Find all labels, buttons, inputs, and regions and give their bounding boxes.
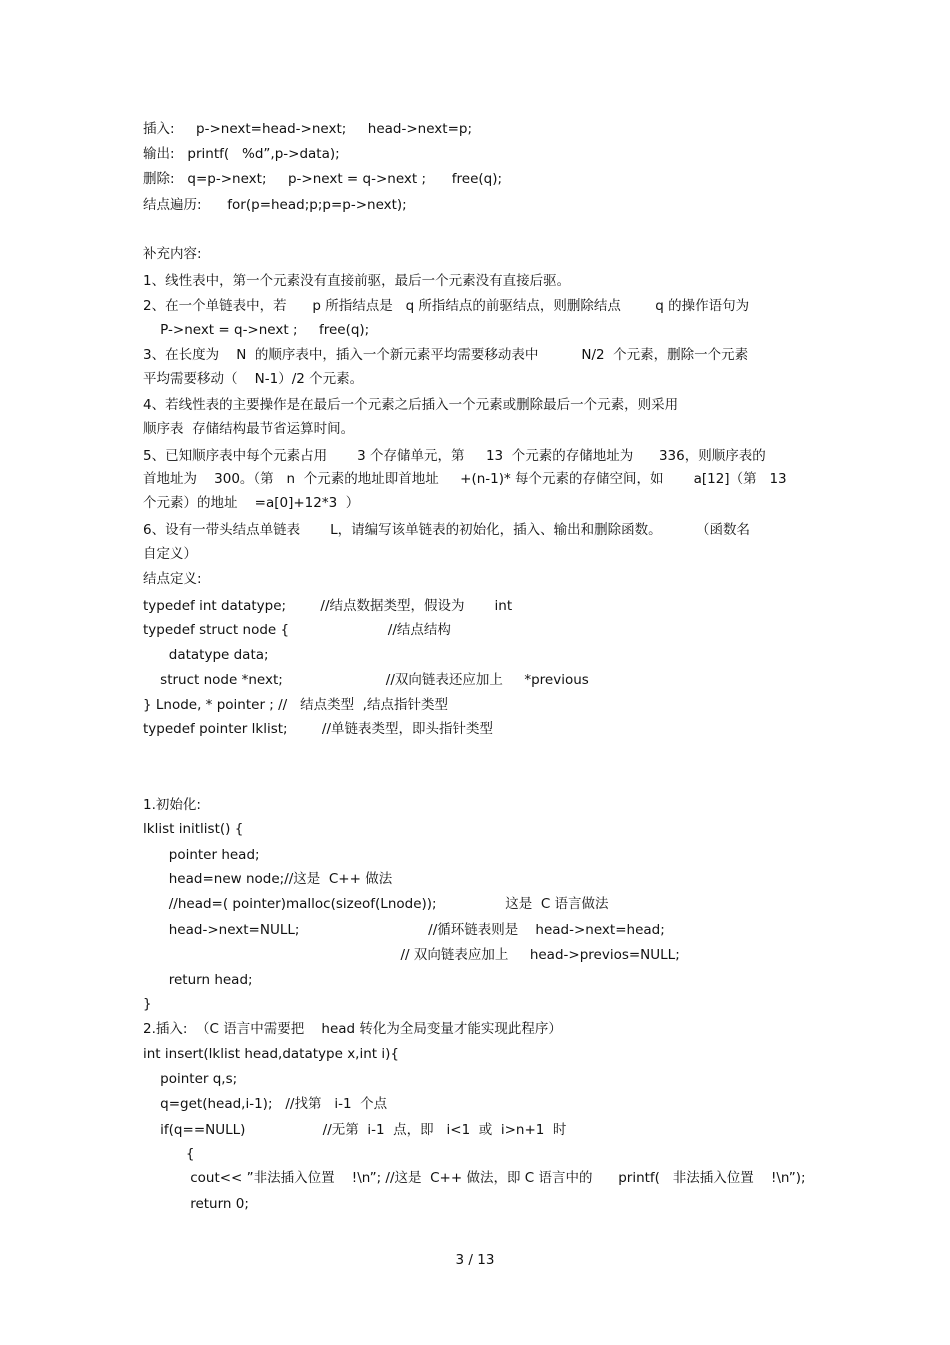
text-line: 2、在一个单链表中，若 p 所指结点是 q 所指结点的前驱结点，则删除结点 q 的操作语句为 bbox=[143, 298, 750, 314]
text-line: 删除: q=p->next; p->next = q->next ; free(q); bbox=[143, 171, 503, 187]
text-line: } Lnode, * pointer ; // 结点类型 ,结点指针类型 bbox=[143, 697, 448, 713]
text-line: } bbox=[143, 996, 152, 1012]
text-line: struct node *next; //双向链表还应加上 *previous bbox=[143, 672, 589, 688]
text-line: 2.插入: （C 语言中需要把 head 转化为全局变量才能实现此程序） bbox=[143, 1021, 562, 1037]
text-line: 输出: printf( %d”,p->data); bbox=[143, 146, 340, 162]
text-line: 5、已知顺序表中每个元素占用 3 个存储单元，第 13 个元素的存储地址为 336，则顺序表的 bbox=[143, 448, 766, 464]
text-line: 6、设有一带头结点单链表 L，请编写该单链表的初始化，插入、输出和删除函数。 （函数名 bbox=[143, 522, 750, 538]
text-line: 个元素）的地址 =a[0]+12*3 ） bbox=[143, 495, 360, 511]
text-line: lklist initlist() { bbox=[143, 821, 244, 837]
text-line: // 双向链表应加上 head->previos=NULL; bbox=[143, 947, 680, 963]
text-line: head->next=NULL; //循环链表则是 head->next=head; bbox=[143, 922, 665, 938]
text-line: return head; bbox=[143, 972, 253, 988]
page-number: 3 / 13 bbox=[455, 1252, 495, 1268]
text-line: typedef int datatype; //结点数据类型，假设为 int bbox=[143, 598, 513, 614]
text-line: if(q==NULL) //无第 i-1 点，即 i<1 或 i>n+1 时 bbox=[143, 1122, 567, 1138]
text-line: int insert(lklist head,datatype x,int i){ bbox=[143, 1046, 399, 1062]
text-line: return 0; bbox=[143, 1196, 249, 1212]
text-line: cout<< ”非法插入位置 !\n”; //这是 C++ 做法，即 C 语言中的 printf( 非法插入位置 !\n”); bbox=[143, 1170, 806, 1186]
text-line: pointer q,s; bbox=[143, 1071, 238, 1087]
text-line: //head=( pointer)malloc(sizeof(Lnode)); 这是 C 语言做法 bbox=[143, 896, 609, 912]
text-line: 结点定义: bbox=[143, 571, 202, 587]
text-line: P->next = q->next ; free(q); bbox=[143, 322, 370, 338]
text-line: head=new node;//这是 C++ 做法 bbox=[143, 871, 393, 887]
text-line: 1、线性表中，第一个元素没有直接前驱，最后一个元素没有直接后驱。 bbox=[143, 273, 571, 289]
text-line: q=get(head,i-1); //找第 i-1 个点 bbox=[143, 1096, 388, 1112]
text-line: 3、在长度为 N 的顺序表中，插入一个新元素平均需要移动表中 N/2 个元素，删除一个元素 bbox=[143, 347, 749, 363]
text-line: 1.初始化: bbox=[143, 797, 201, 813]
text-line: 插入: p->next=head->next; head->next=p; bbox=[143, 121, 472, 137]
text-line: 顺序表 存储结构最节省运算时间。 bbox=[143, 421, 355, 437]
text-line: 补充内容: bbox=[143, 246, 202, 262]
text-line: typedef struct node { //结点结构 bbox=[143, 622, 451, 638]
text-line: pointer head; bbox=[143, 847, 260, 863]
text-line: datatype data; bbox=[143, 647, 269, 663]
text-line: { bbox=[143, 1146, 195, 1162]
text-line: 自定义） bbox=[143, 546, 197, 562]
text-line: typedef pointer lklist; //单链表类型，即头指针类型 bbox=[143, 721, 494, 737]
text-line: 4、若线性表的主要操作是在最后一个元素之后插入一个元素或删除最后一个元素，则采用 bbox=[143, 397, 679, 413]
text-line: 平均需要移动（ N-1）/2 个元素。 bbox=[143, 371, 364, 387]
text-line: 首地址为 300。（第 n 个元素的地址即首地址 +(n-1)* 每个元素的存储空间，如 a[12]（第 13 bbox=[143, 471, 787, 487]
text-line: 结点遍历: for(p=head;p;p=p->next); bbox=[143, 197, 407, 213]
